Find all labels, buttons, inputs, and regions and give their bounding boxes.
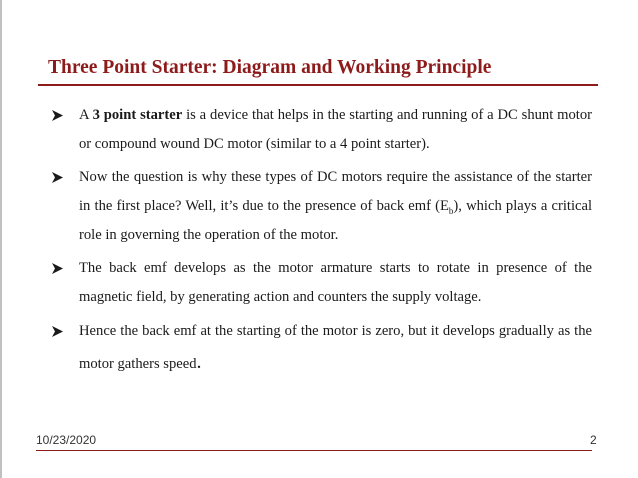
footer-line <box>36 450 592 451</box>
arrow-bullet-icon <box>52 163 66 192</box>
bullet-2-text-start: Now the question is why these types of DC motors require the assistance of the starter in the first place? Well, it’s due to the presence of back emf (E <box>79 169 592 214</box>
bullet-2-subscript: b <box>448 205 454 216</box>
bullet-item-3 <box>52 254 592 312</box>
bullet-item-4 <box>52 316 592 380</box>
bullet-4-text: Hence the back emf at the starting of the motor is zero, but it develops gradually as the motor gathers speed <box>79 323 592 372</box>
page-number: 2 <box>590 433 597 447</box>
slide-title: Three Point Starter: Diagram and Working Principle <box>48 57 492 78</box>
arrow-bullet-icon <box>52 101 66 130</box>
bullet-1-bold-term: 3 point starter <box>92 107 183 123</box>
bullet-2-text-end: ), which plays a critical role in governing the operation of the motor. <box>79 198 593 243</box>
bullet-1-text-start: A <box>79 107 93 123</box>
arrow-bullet-icon <box>52 254 66 283</box>
footer-date: 10/23/2020 <box>36 433 97 447</box>
bullet-list <box>52 101 592 380</box>
left-edge-line <box>0 0 2 478</box>
bullet-4-period: . <box>196 351 202 373</box>
bullet-item-2 <box>52 163 592 250</box>
bullet-3-text: The back emf develops as the motor armature starts to rotate in presence of the magnetic field, by generating action and counters the supply voltage. <box>79 260 592 305</box>
arrow-bullet-icon <box>52 316 66 345</box>
title-underline <box>38 84 598 86</box>
bullet-item-1 <box>52 101 592 159</box>
bullet-1-text-end: is a device that helps in the starting and running of a DC shunt motor or compound wound DC motor (similar to a 4 point starter). <box>79 107 592 152</box>
